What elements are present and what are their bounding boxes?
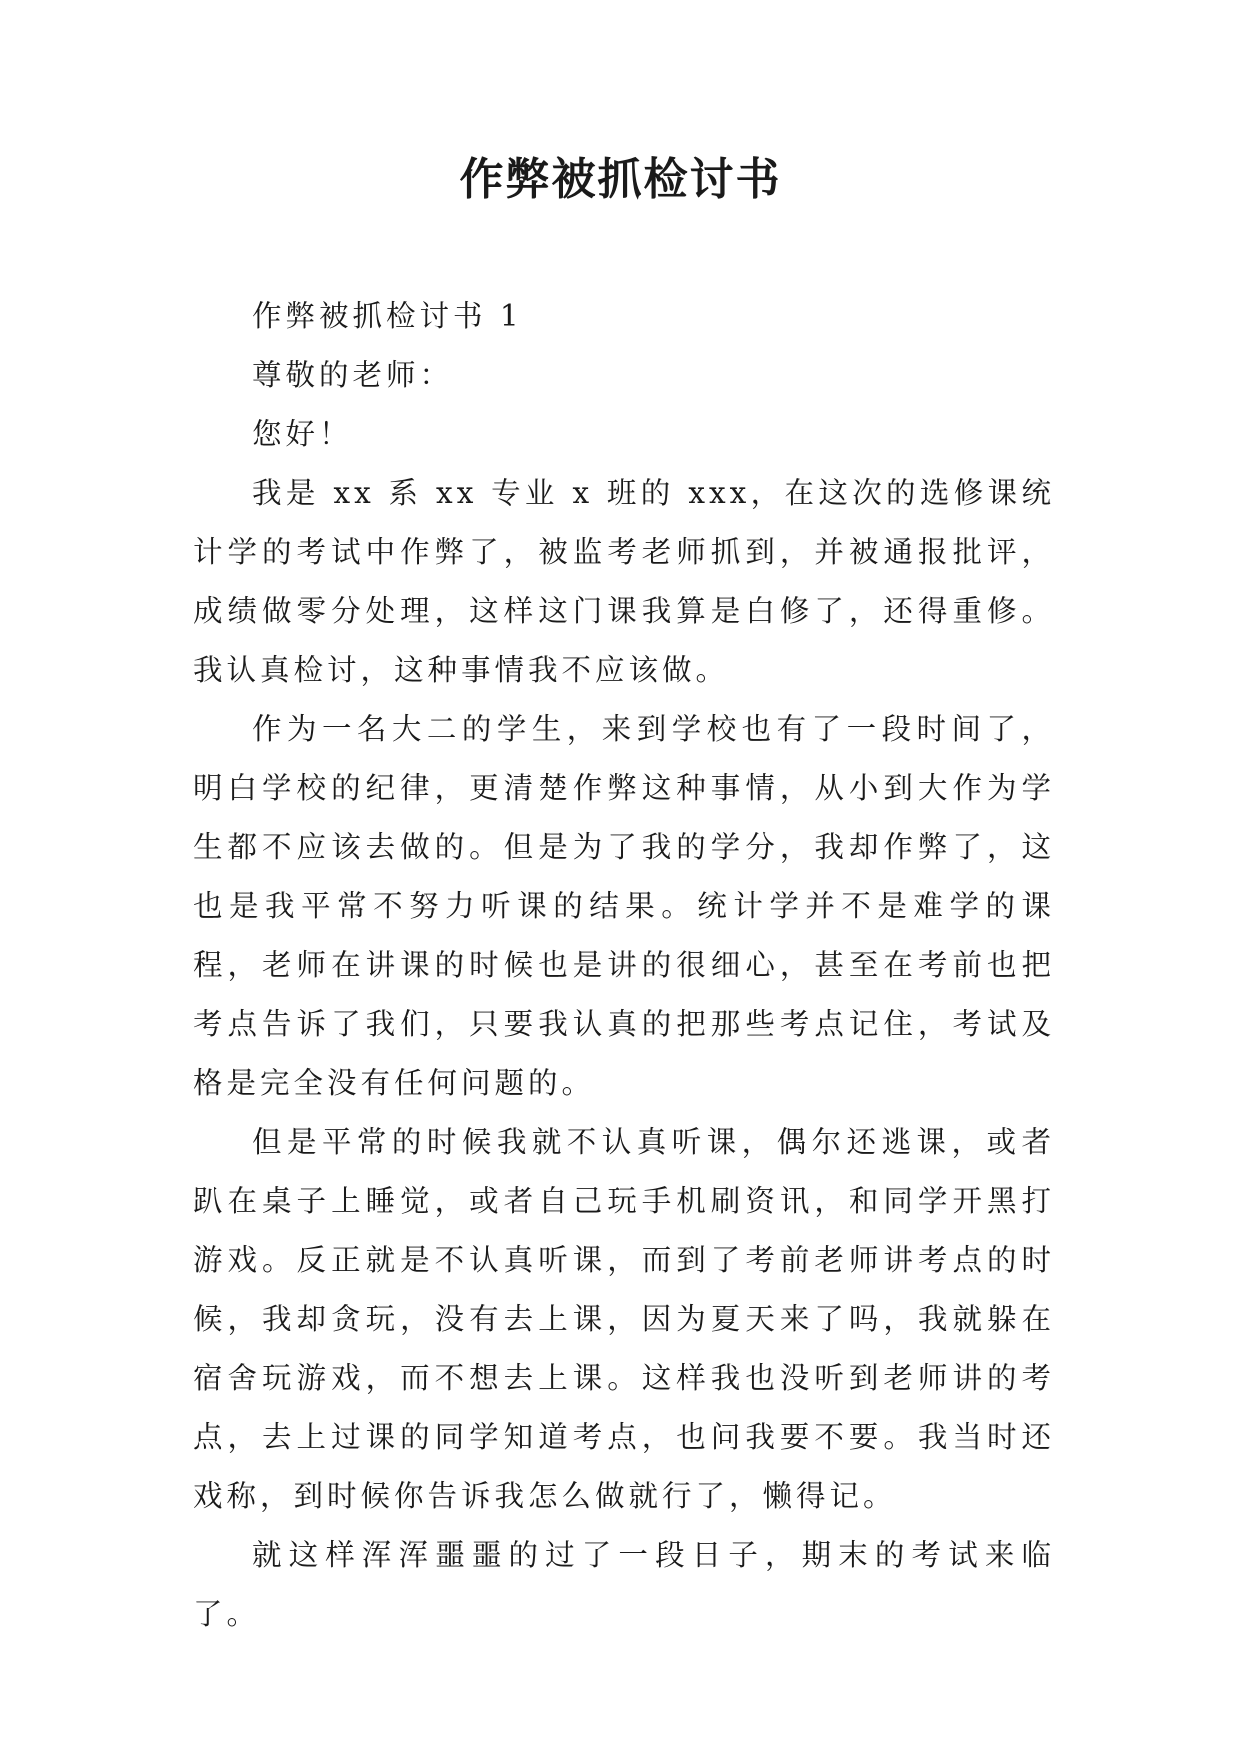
body-paragraph: 作为一名大二的学生，来到学校也有了一段时间了，明白学校的纪律，更清楚作弊这种事情，从小到大作为学生都不应该去做的。但是为了我的学分，我却作弊了，这也是我平常不努力听课的结果。统计学并不是难学的课程，老师在讲课的时候也是讲的很细心，甚至在考前也把考点告诉了我们，只要我认真的把那些考点记住，考试及格是完全没有任何问题的。 xyxy=(193,712,1055,1100)
body-paragraph: 就这样浑浑噩噩的过了一段日子，期末的考试来临了。 xyxy=(193,1538,1055,1631)
body-paragraph: 但是平常的时候我就不认真听课，偶尔还逃课，或者趴在桌子上睡觉，或者自己玩手机刷资讯，和同学开黑打游戏。反正就是不认真听课，而到了考前老师讲考点的时候，我却贪玩，没有去上课，因为夏天来了吗，我就躲在宿舍玩游戏，而不想去上课。这样我也没听到老师讲的考点，去上过课的同学知道考点，也问我要不要。我当时还戏称，到时候你告诉我怎么做就行了，懒得记。 xyxy=(193,1125,1055,1513)
body-paragraph: 我是 xx 系 xx 专业 x 班的 xxx，在这次的选修课统计学的考试中作弊了，被监考老师抓到，并被通报批评，成绩做零分处理，这样这门课我算是白修了，还得重修。我认真检讨，这种事情我不应该做。 xyxy=(193,476,1055,687)
section-heading: 作弊被抓检讨书 1 xyxy=(252,299,523,333)
document-body xyxy=(193,287,1055,1644)
salutation: 尊敬的老师： xyxy=(252,358,454,392)
document-title: 作弊被抓检讨书 xyxy=(459,154,782,205)
greeting: 您好！ xyxy=(252,417,353,451)
